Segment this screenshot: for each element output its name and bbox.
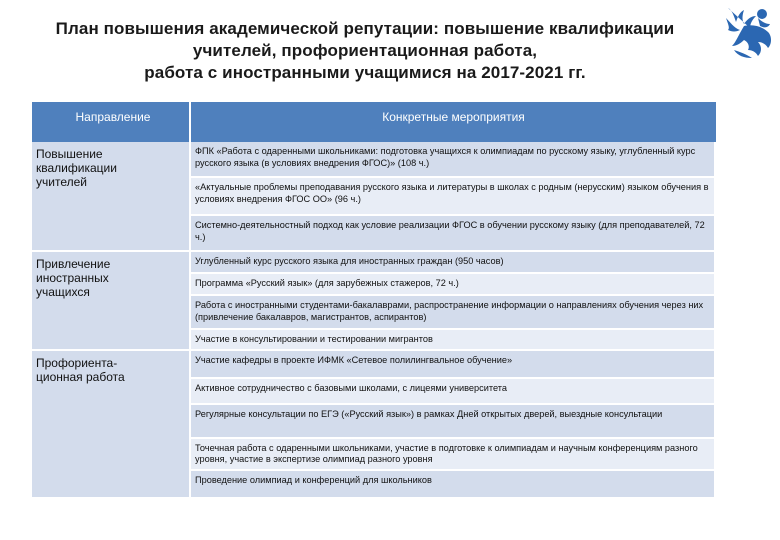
direction-cell-foreign-students	[32, 252, 191, 351]
direction-line: иностранных	[36, 271, 109, 285]
header-direction: Направление	[32, 102, 191, 142]
event-cell: Участие в консультировании и тестировании мигрантов	[191, 330, 716, 351]
event-cell: ФПК «Работа с одаренными школьниками: подготовка учащихся к олимпиадам по русскому языку, углубленный курс русского языка (в условиях внедрения ФГОС)» (108 ч.)	[191, 142, 716, 178]
table-row	[32, 142, 716, 178]
direction-line: учителей	[36, 175, 87, 189]
header-events: Конкретные мероприятия	[191, 102, 716, 142]
table-header-row	[32, 102, 716, 142]
title-line-1: План повышения академической репутации: повышение квалификации	[55, 19, 675, 38]
plan-table	[32, 102, 716, 499]
direction-cell-career-guidance	[32, 351, 191, 499]
event-cell: Регулярные консультации по ЕГЭ («Русский язык») в рамках Дней открытых дверей, выездные консультации	[191, 405, 716, 439]
event-cell: Углубленный курс русского языка для иностранных граждан (950 часов)	[191, 252, 716, 274]
direction-line: Привлечение	[36, 257, 111, 271]
event-cell: Проведение олимпиад и конференций для школьников	[191, 471, 716, 499]
event-cell: «Актуальные проблемы преподавания русского языка и литературы в школах с родным (нерусским) языком обучения в условиях внедрения ФГОС ОО» (96 ч.)	[191, 178, 716, 216]
title-line-3: работа с иностранными учащимися на 2017-2021 гг.	[144, 63, 586, 82]
event-cell: Системно-деятельностный подход как условие реализации ФГОС в обучении русскому языку (для преподавателей, 72 ч.)	[191, 216, 716, 252]
direction-line: учащихся	[36, 285, 90, 299]
event-cell: Работа с иностранными студентами-бакалаврами, распространение информации о направлениях обучения через них (привлечение бакалавров, магистрантов, аспирантов)	[191, 296, 716, 330]
direction-line: Профориента-	[36, 355, 118, 370]
event-cell: Точечная работа с одаренными школьниками, участие в подготовке к олимпиадам и научным конференциям разного уровня, участие в экспертизе олимпиад разного уровня	[191, 439, 716, 471]
slide-title	[20, 18, 710, 84]
event-cell: Участие кафедры в проекте ИФМК «Сетевое полилингвальное обучение»	[191, 351, 716, 379]
table-row	[32, 351, 716, 379]
direction-cell-qualification	[32, 142, 191, 252]
winged-leopard-logo-icon	[722, 4, 774, 60]
direction-line: квалификации	[36, 161, 117, 175]
event-cell: Активное сотрудничество с базовыми школами, с лицеями университета	[191, 379, 716, 405]
event-cell: Программа «Русский язык» (для зарубежных стажеров, 72 ч.)	[191, 274, 716, 296]
title-line-2: учителей, профориентационная работа,	[192, 41, 538, 60]
direction-line: ционная работа	[36, 369, 125, 384]
direction-line: Повышение	[36, 147, 103, 161]
table-row	[32, 252, 716, 274]
